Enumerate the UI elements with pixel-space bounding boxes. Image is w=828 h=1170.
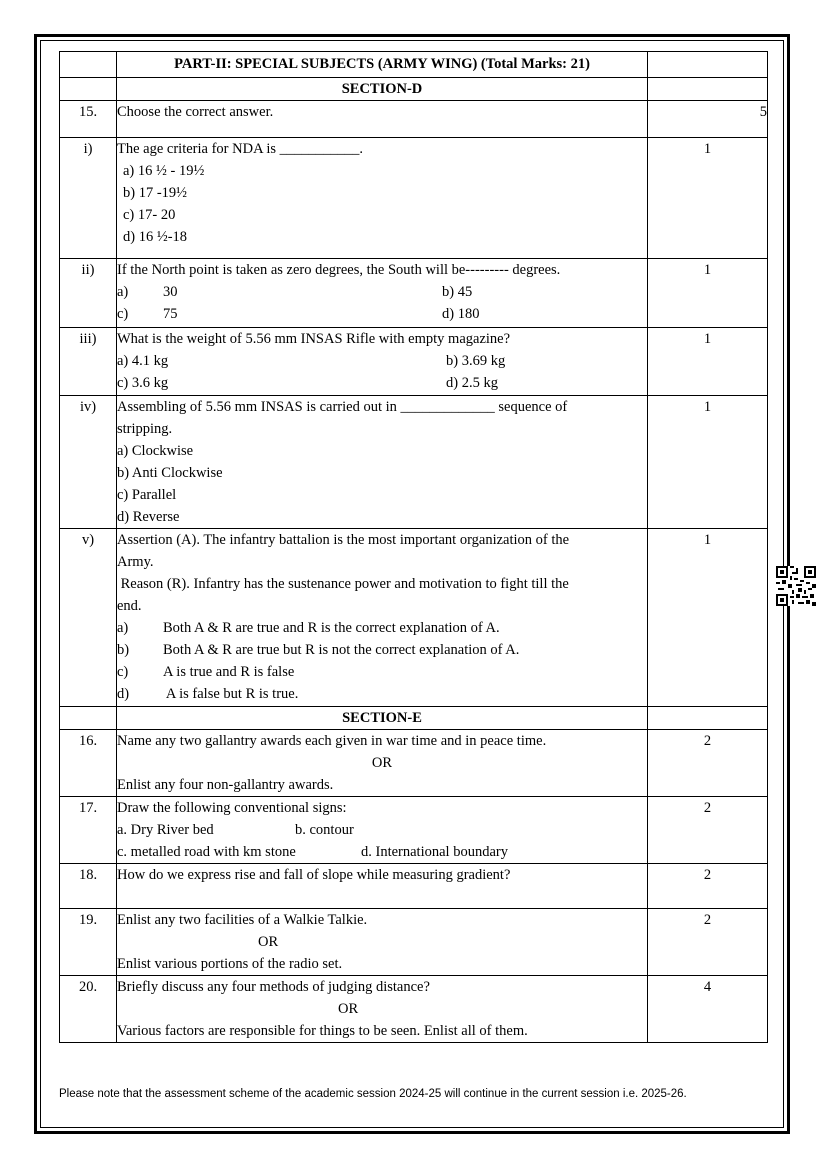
table-row <box>60 976 768 1043</box>
question-text: Name any two gallantry awards each given in war time and in peace time. <box>117 733 547 749</box>
option: d) Reverse <box>117 509 180 525</box>
table-row <box>60 909 768 976</box>
option: c) 3.6 kg <box>117 375 169 391</box>
question-number: i) <box>60 138 117 259</box>
option: Both A & R are true and R is the correct explanation of A. <box>163 620 500 636</box>
option: Both A & R are true but R is not the correct explanation of A. <box>163 642 520 658</box>
option: A is false but R is true. <box>163 686 299 702</box>
question-stem: The age criteria for NDA is ___________. <box>117 141 364 157</box>
option-label: c) <box>117 664 129 680</box>
table-row <box>60 529 768 707</box>
question-number: 20. <box>60 976 117 1043</box>
table-row <box>60 730 768 797</box>
option: c) Parallel <box>117 487 177 503</box>
question-number: 19. <box>60 909 117 976</box>
question-text: Draw the following conventional signs: <box>117 800 347 816</box>
table-row <box>60 101 768 138</box>
assertion-cont: Army. <box>117 554 154 570</box>
question-number: iii) <box>60 328 117 396</box>
question-text: Enlist any two facilities of a Walkie Talkie. <box>117 912 368 928</box>
question-number: 18. <box>60 864 117 909</box>
question-text-alt: Enlist various portions of the radio set. <box>117 956 343 972</box>
footer-note: Please note that the assessment scheme of the academic session 2024-25 will continue in the current session i.e. 2025-26. <box>59 1088 687 1100</box>
question-marks: 2 <box>648 909 768 976</box>
reason: Reason (R). Infantry has the sustenance power and motivation to fight till the <box>117 576 569 592</box>
question-text: Choose the correct answer. <box>117 101 648 138</box>
reason-cont: end. <box>117 598 142 614</box>
option: d) 180 <box>442 306 480 322</box>
option-label: a) <box>117 620 129 636</box>
option: c. metalled road with km stone <box>117 844 296 860</box>
part-title: PART-II: SPECIAL SUBJECTS (ARMY WING) (Total Marks: 21) <box>117 52 648 78</box>
option: b) 17 -19½ <box>123 185 188 201</box>
option-label: b) <box>117 642 130 658</box>
table-row <box>60 797 768 864</box>
option: d. International boundary <box>361 844 508 860</box>
option-label: a) <box>117 284 129 300</box>
section-d-row <box>60 78 768 101</box>
table-row <box>60 138 768 259</box>
question-marks: 1 <box>648 529 768 707</box>
or-separator: OR <box>371 755 393 771</box>
question-number: v) <box>60 529 117 707</box>
question-stem-cont: stripping. <box>117 421 173 437</box>
section-d-title: SECTION-D <box>117 78 648 101</box>
question-marks: 1 <box>648 328 768 396</box>
option-label: d) <box>117 686 130 702</box>
table-row <box>60 259 768 328</box>
option: 30 <box>163 284 178 300</box>
question-number: 15. <box>60 101 117 138</box>
option: c) 17- 20 <box>123 207 176 223</box>
option: a) Clockwise <box>117 443 194 459</box>
option: a. Dry River bed <box>117 822 214 838</box>
option: 75 <box>163 306 178 322</box>
question-stem: Assembling of 5.56 mm INSAS is carried out in _____________ sequence of <box>117 399 568 415</box>
question-text: How do we express rise and fall of slope while measuring gradient? <box>117 867 511 883</box>
header-row <box>60 52 768 78</box>
question-number: 16. <box>60 730 117 797</box>
assertion: Assertion (A). The infantry battalion is the most important organization of the <box>117 532 570 548</box>
question-marks: 4 <box>648 976 768 1043</box>
qr-code-icon <box>776 566 816 606</box>
option: a) 16 ½ - 19½ <box>123 163 205 179</box>
question-marks: 1 <box>648 259 768 328</box>
option: b) 45 <box>442 284 473 300</box>
question-marks: 1 <box>648 138 768 259</box>
option: b) Anti Clockwise <box>117 465 223 481</box>
question-marks: 2 <box>648 864 768 909</box>
option: d) 2.5 kg <box>446 375 498 391</box>
table-row <box>60 396 768 529</box>
option: b. contour <box>295 822 354 838</box>
table-row <box>60 328 768 396</box>
question-text-alt: Enlist any four non-gallantry awards. <box>117 777 334 793</box>
option: d) 16 ½-18 <box>123 229 188 245</box>
or-separator: OR <box>258 934 279 950</box>
option: b) 3.69 kg <box>446 353 506 369</box>
question-number: ii) <box>60 259 117 328</box>
section-e-row <box>60 707 768 730</box>
option: a) 4.1 kg <box>117 353 169 369</box>
or-separator: OR <box>338 1001 359 1017</box>
table-row <box>60 864 768 909</box>
question-stem: If the North point is taken as zero degrees, the South will be--------- degrees. <box>117 262 561 278</box>
question-number: iv) <box>60 396 117 529</box>
option: A is true and R is false <box>163 664 295 680</box>
question-text-alt: Various factors are responsible for things to be seen. Enlist all of them. <box>117 1023 528 1039</box>
question-marks: 2 <box>648 730 768 797</box>
question-stem: What is the weight of 5.56 mm INSAS Rifle with empty magazine? <box>117 331 511 347</box>
section-e-title: SECTION-E <box>117 707 648 730</box>
question-marks: 2 <box>648 797 768 864</box>
option-label: c) <box>117 306 129 322</box>
question-text: Briefly discuss any four methods of judging distance? <box>117 979 430 995</box>
question-marks: 1 <box>648 396 768 529</box>
question-number: 17. <box>60 797 117 864</box>
question-marks: 5 <box>648 101 768 138</box>
question-table <box>59 51 768 1043</box>
